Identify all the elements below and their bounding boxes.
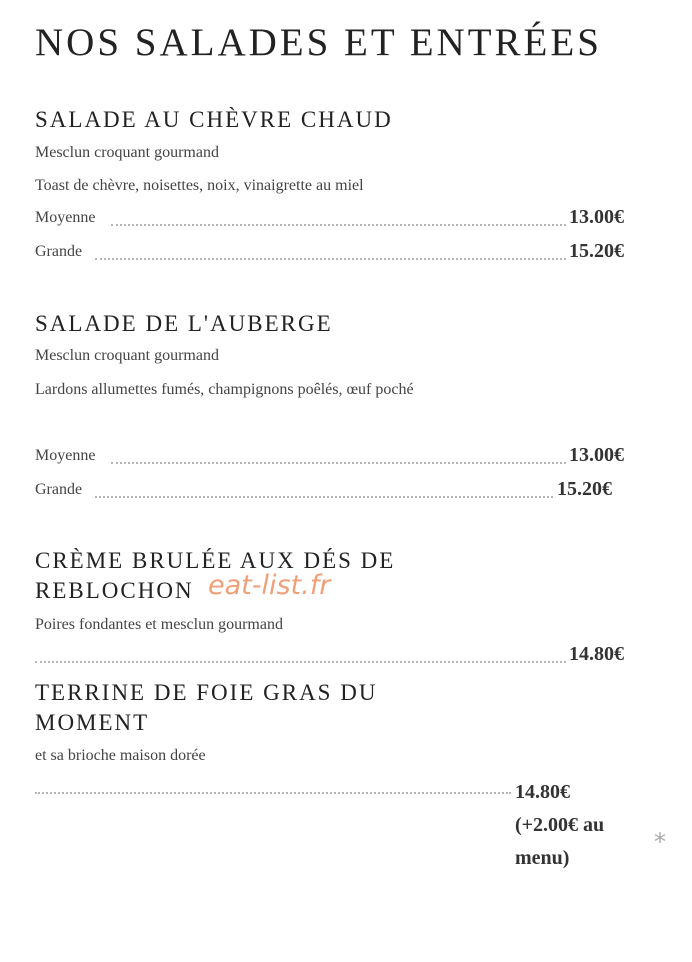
price-with-menu [515, 776, 655, 875]
section-title-line: MOMENT [35, 710, 150, 735]
item-description: Mesclun croquant gourmand [35, 144, 219, 161]
size-label: Grande [35, 243, 83, 260]
section-title-foie-gras [35, 678, 377, 738]
price: 14.80€ [515, 781, 570, 803]
size-label: Grande [35, 481, 83, 498]
price-row [35, 642, 640, 666]
price-note: menu) [515, 847, 570, 869]
dot-leader [95, 496, 553, 498]
price-row [35, 239, 640, 263]
price: 13.00€ [569, 206, 624, 228]
price: 14.80€ [569, 643, 624, 665]
item-description: Lardons allumettes fumés, champignons poêlés, œuf poché [35, 381, 414, 398]
size-label: Moyenne [35, 447, 96, 464]
watermark: eat-list.fr [208, 570, 331, 601]
price: 15.20€ [569, 240, 624, 262]
price: 13.00€ [569, 444, 624, 466]
price: 15.20€ [557, 478, 612, 500]
section-title-chevre-chaud: SALADE AU CHÈVRE CHAUD [35, 107, 393, 132]
dot-leader [35, 661, 566, 663]
page-title: NOS SALADES ET ENTRÉES [35, 21, 602, 64]
section-title-line: CRÈME BRULÉE AUX DÉS DE [35, 548, 396, 573]
price-row [35, 443, 640, 467]
section-title-auberge: SALADE DE L'AUBERGE [35, 311, 333, 336]
item-description: Toast de chèvre, noisettes, noix, vinaigrette au miel [35, 177, 364, 194]
section-title-line: REBLOCHON [35, 578, 194, 603]
size-label: Moyenne [35, 209, 96, 226]
section-title-line: TERRINE DE FOIE GRAS DU [35, 680, 378, 705]
dot-leader [35, 792, 511, 794]
dot-leader [111, 462, 566, 464]
dot-leader [95, 258, 566, 260]
item-description: Mesclun croquant gourmand [35, 347, 219, 364]
price-row [35, 477, 625, 501]
asterisk-icon: * [654, 828, 666, 856]
price-row [35, 773, 515, 797]
dot-leader [111, 224, 566, 226]
item-description: et sa brioche maison dorée [35, 747, 206, 764]
item-description: Poires fondantes et mesclun gourmand [35, 616, 283, 633]
price-row [35, 205, 640, 229]
price-note: (+2.00€ au [515, 814, 605, 836]
